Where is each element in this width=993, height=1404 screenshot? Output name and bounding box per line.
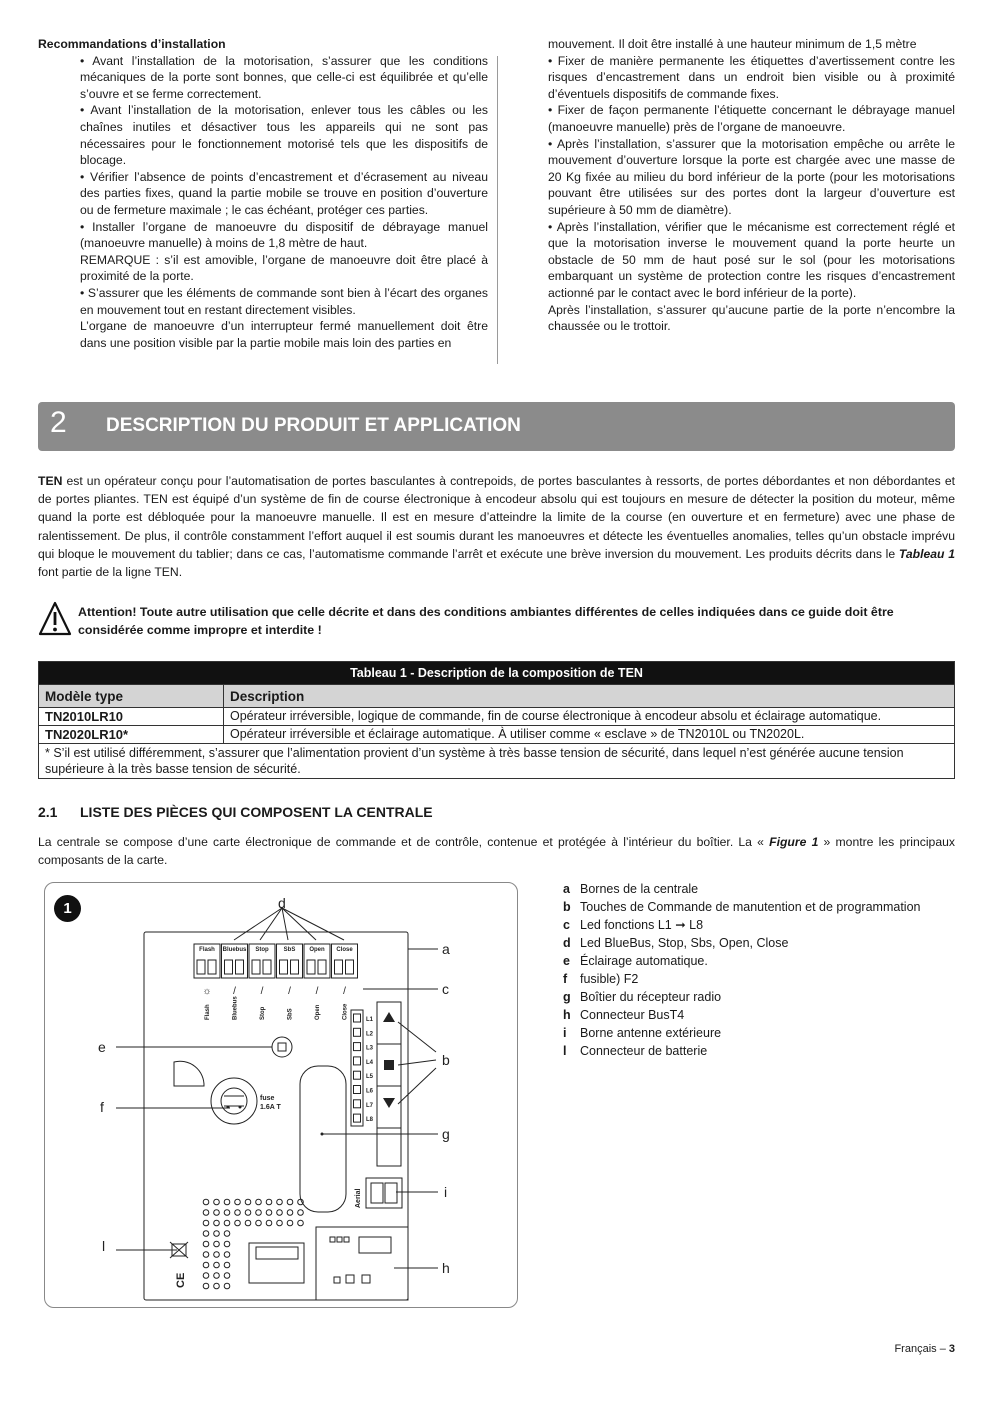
warning-icon: [38, 601, 72, 642]
legend-item: [563, 1042, 920, 1060]
led-l1: [354, 1014, 361, 1022]
callout-a: a: [442, 941, 450, 957]
led-label: L4: [366, 1059, 374, 1066]
table-caption: Tableau 1 - Description de la composition de TEN: [39, 662, 955, 685]
led-l6: [354, 1086, 361, 1094]
install-paragraph: • Avant l’installation de la motorisation, s’assurer que les conditions mécaniques de la porte sont bonnes, que celle-ci est équilibrée et qu’elle s’ouvre et se ferme correctement.: [80, 53, 488, 101]
led-l8: [354, 1114, 361, 1122]
up-arrow-icon: [383, 1012, 395, 1022]
callout-i: i: [444, 1184, 448, 1200]
terminal-label: SbS: [283, 947, 296, 953]
legend-item: [563, 970, 920, 988]
terminal-label: Close: [336, 947, 353, 953]
ce-mark: CE: [175, 1272, 187, 1288]
subsection-title: LISTE DES PIÈCES QUI COMPOSENT LA CENTRALE: [80, 804, 433, 820]
legend-text: Boîtier du récepteur radio: [580, 990, 722, 1004]
install-paragraph: Après l’installation, s’assurer qu’aucune partie de la porte n’encombre la chaussée ou le trottoir.: [548, 302, 955, 334]
led-label: L5: [366, 1074, 374, 1081]
install-paragraph: • Fixer de façon permanente l’étiquette concernant le débrayage manuel (manoeuvre manuelle) près de l’organe de manoeuvre.: [548, 103, 955, 134]
terminal-vertical-label: Stop: [260, 1006, 266, 1020]
install-heading: Recommandations d’installation: [38, 37, 226, 51]
warning-text: Attention! Toute autre utilisation que celle décrite et dans des conditions ambiantes différentes de celles indiquées dans ce guide doit être considérée comme impropre et interdite !: [78, 605, 894, 637]
stop-square-icon: [384, 1060, 394, 1070]
product-intro: [38, 472, 955, 581]
terminal-block: [194, 944, 358, 997]
legend-text: Led BlueBus, Stop, Sbs, Open, Close: [580, 936, 789, 950]
legend-item: [563, 1024, 920, 1042]
description-cell: Opérateur irréversible et éclairage automatique. À utiliser comme « esclave » de TN2010L ou TN2020L.: [224, 726, 955, 744]
legend-key: h: [563, 1008, 571, 1022]
figure-badge: 1: [54, 895, 81, 922]
legend-item: [563, 988, 920, 1006]
model-cell: TN2020LR10*: [39, 726, 224, 744]
led-label: L8: [366, 1117, 374, 1124]
table-note: * S’il est utilisé différemment, s’assurer que l’alimentation provient d’un système à très basse tension de sécurité, dans lequel n’est générée aucune tension supérieure à la très basse tension de sécurité.: [39, 744, 955, 779]
model-cell: TN2010LR10: [39, 708, 224, 726]
led-label: L6: [366, 1088, 374, 1095]
led-labels: [366, 1017, 374, 1123]
terminal-vertical-label: SbS: [287, 1008, 294, 1020]
figure-ref: Figure 1: [769, 835, 819, 849]
table-composition: [38, 661, 955, 779]
legend-text: fusible) F2: [580, 972, 639, 986]
figure-legend: [563, 880, 920, 1060]
legend-item: [563, 1006, 920, 1024]
terminal-vertical-label: Close: [342, 1003, 349, 1020]
terminal-vertical-label: Flash: [205, 1004, 211, 1020]
led-l5: [354, 1071, 361, 1079]
subsection-number: 2.1: [38, 804, 58, 820]
terminal-symbol-icon: /: [260, 986, 264, 997]
legend-key: c: [563, 918, 570, 932]
legend-item: [563, 916, 920, 934]
legend-text: Touches de Commande de manutention et de programmation: [580, 900, 921, 914]
install-left-column: [38, 36, 488, 351]
legend-text: Bornes de la centrale: [580, 882, 699, 896]
callout-b: b: [442, 1052, 450, 1068]
up-button-shape: [377, 1002, 401, 1044]
legend-key: f: [563, 972, 568, 986]
terminal-vertical-label: Bluebus: [232, 996, 239, 1020]
callout-h: h: [442, 1260, 450, 1276]
led-l7: [354, 1100, 361, 1108]
section-title: DESCRIPTION DU PRODUIT ET APPLICATION: [106, 415, 521, 436]
table-ref: Tableau 1: [898, 546, 955, 561]
intro-text: est un opérateur conçu pour l’automatisation de portes basculantes à contrepoids, de portes basculantes à ressorts, de portes débordantes et non débordantes et de portes pliantes. TEN est équipé d’un système de fin de course électronique à encodeur absolu qui est toujours en mesure de détecter la position du moteur, même quand la porte est débloquée pour la manoeuvre manuelle. Il est en mesure d’atteindre la limite de la course (en ouverture et en fermeture) avec une phase de ralentissement. De plus, il contrôle constamment l’effort auquel il est soumis durant les manoeuvres et détecte les éventuelles anomalies, telles qu’un obstacle imprévu qui bloque le mouvement du tablier; dans ce cas, l’automatisme commande l’arrêt et exécute une brève inversion du mouvement. Les produits décrits dans le: [38, 474, 955, 561]
terminal-label: Stop: [255, 947, 269, 953]
legend-key: g: [563, 990, 571, 1004]
dot-grid: [203, 1199, 303, 1289]
legend-key: b: [563, 900, 571, 914]
install-paragraph: mouvement. Il doit être installé à une hauteur minimum de 1,5 mètre: [548, 37, 917, 51]
install-paragraph: • Avant l’installation de la motorisation, enlever tous les câbles ou les chaînes inutiles et désactiver tous les appareils qui ne sont pas nécessaires pour le fonctionnement motorisé tels que les dispositifs de blocage.: [80, 103, 488, 168]
callout-l: l: [102, 1238, 106, 1254]
control-board-diagram: [44, 882, 516, 1306]
description-cell: Opérateur irréversible, logique de commande, fin de course électronique à encodeur absolu et éclairage automatique.: [224, 708, 955, 726]
terminal-symbol-icon: /: [288, 986, 291, 997]
table-header-description: Description: [224, 685, 955, 708]
fuse-holder: [211, 1078, 257, 1124]
callout-e: e: [98, 1039, 106, 1055]
install-paragraph: REMARQUE : s’il est amovible, l’organe de manoeuvre doit être placé à proximité de la porte.: [80, 252, 488, 284]
legend-text: Borne antenne extérieure: [580, 1026, 722, 1040]
legend-key: e: [563, 954, 570, 968]
legend-text: Led fonctions L1 ➞ L8: [580, 918, 704, 932]
terminal-label: Open: [309, 947, 325, 953]
intro-tail: font partie de la ligne TEN.: [38, 565, 183, 580]
section-number: 2: [50, 406, 67, 439]
led-l4: [354, 1057, 361, 1065]
terminal-label: Flash: [199, 947, 215, 953]
page-footer: Français – 3: [894, 1343, 955, 1355]
housing-cutout: [174, 1061, 204, 1086]
subsection-text: La centrale se compose d’une carte électronique de commande et de contrôle, contenue et protégée à l’intérieur du boîtier. La « Figure 1 » montre les principaux composants de la carte.: [38, 835, 955, 867]
callout-d: d: [278, 895, 286, 911]
install-paragraph: • Vérifier l’absence de points d’encastrement et d’écrasement au niveau des parties fixes, quand la partie mobile se trouve en position d’ouverture ou de fermeture maximale ; le cas échéant, protéger ces parties.: [80, 169, 488, 217]
led-l3: [354, 1043, 361, 1051]
legend-key: i: [563, 1026, 567, 1040]
column-divider: [497, 56, 498, 364]
table-header-model: Modèle type: [39, 685, 224, 708]
legend-text: Connecteur de batterie: [580, 1044, 708, 1058]
legend-item: [563, 880, 920, 898]
install-paragraph: • Installer l’organe de manoeuvre du dispositif de débrayage manuel (manoeuvre manuelle) à moins de 1,8 mètre de haut.: [80, 219, 488, 251]
table-row: [39, 726, 955, 744]
legend-text: Éclairage automatique.: [580, 954, 708, 968]
terminal-symbol-icon: ☼: [202, 986, 212, 997]
legend-key: l: [563, 1044, 567, 1058]
legend-item: [563, 952, 920, 970]
install-paragraph: • Fixer de manière permanente les étiquettes d’avertissement contre les risques d’encastrement dans un endroit bien visible ou à proximité d’éventuels dispositifs de commande fixes.: [548, 53, 955, 101]
callout-c: c: [442, 981, 449, 997]
table-row: [39, 708, 955, 726]
install-left-paras: [38, 53, 488, 352]
legend-key: d: [563, 936, 571, 950]
legend-key: a: [563, 882, 570, 896]
callout-f: f: [100, 1099, 104, 1115]
terminal-vertical-labels: [205, 996, 349, 1020]
terminal-symbol-icon: /: [233, 986, 236, 997]
brand-name: TEN: [38, 474, 63, 488]
install-paragraph: • Après l’installation, vérifier que le mécanisme est correctement réglé et que la motorisation inverse le mouvement quand la porte heurte un obstacle de 50 mm de haut posé sur le sol (pour les motorisations embarquant un système de protection contre les risques d’encastrement actionné par le contact avec le bord inférieur de la porte).: [548, 219, 955, 300]
aerial-label: Aerial: [355, 1188, 362, 1208]
battery-connector: [249, 1243, 304, 1283]
terminal-label: Bluebus: [222, 947, 247, 953]
install-right-column: [548, 36, 955, 335]
callout-g: g: [442, 1126, 450, 1142]
legend-item: [563, 898, 920, 916]
terminal-symbol-icon: /: [343, 986, 346, 997]
light-connector: [272, 1037, 292, 1057]
led-label: L1: [366, 1017, 374, 1023]
led-label: L3: [366, 1045, 374, 1052]
led-label: L2: [366, 1031, 374, 1038]
fuse-label: fuse: [260, 1095, 275, 1102]
install-paragraph: L’organe de manoeuvre d’un interrupteur fermé manuellement doit être dans une position visible par la partie mobile mais loin des parties en: [80, 319, 488, 350]
led-column: [351, 1010, 363, 1126]
terminal-vertical-label: Open: [315, 1004, 321, 1020]
board-outline: [144, 932, 408, 1300]
install-paragraph: • S’assurer que les éléments de commande sont bien à l’écart des organes en mouvement tout en restant directement visibles.: [80, 285, 488, 317]
install-paragraph: • Après l’installation, s’assurer que la motorisation empêche ou arrête le mouvement d’ouverture lorsque la porte est chargée avec une masse de 20 Kg fixée au milieu du bord inférieur de la porte (pour les motorisations pouvant être utilisées sur des portes dont la largeur d’ouverture est supérieure à 50 mm de diamètre).: [548, 136, 955, 217]
terminal-symbol-icon: /: [315, 986, 319, 997]
fuse-value: 1.6A T: [260, 1104, 281, 1111]
legend-item: [563, 934, 920, 952]
page-number: 3: [948, 1343, 955, 1355]
led-indicators: [354, 1014, 361, 1122]
down-arrow-icon: [383, 1098, 395, 1108]
led-label: L7: [366, 1102, 374, 1109]
radio-receiver-box: [300, 1066, 346, 1212]
legend-text: Connecteur BusT4: [580, 1008, 685, 1022]
led-l2: [354, 1028, 361, 1036]
